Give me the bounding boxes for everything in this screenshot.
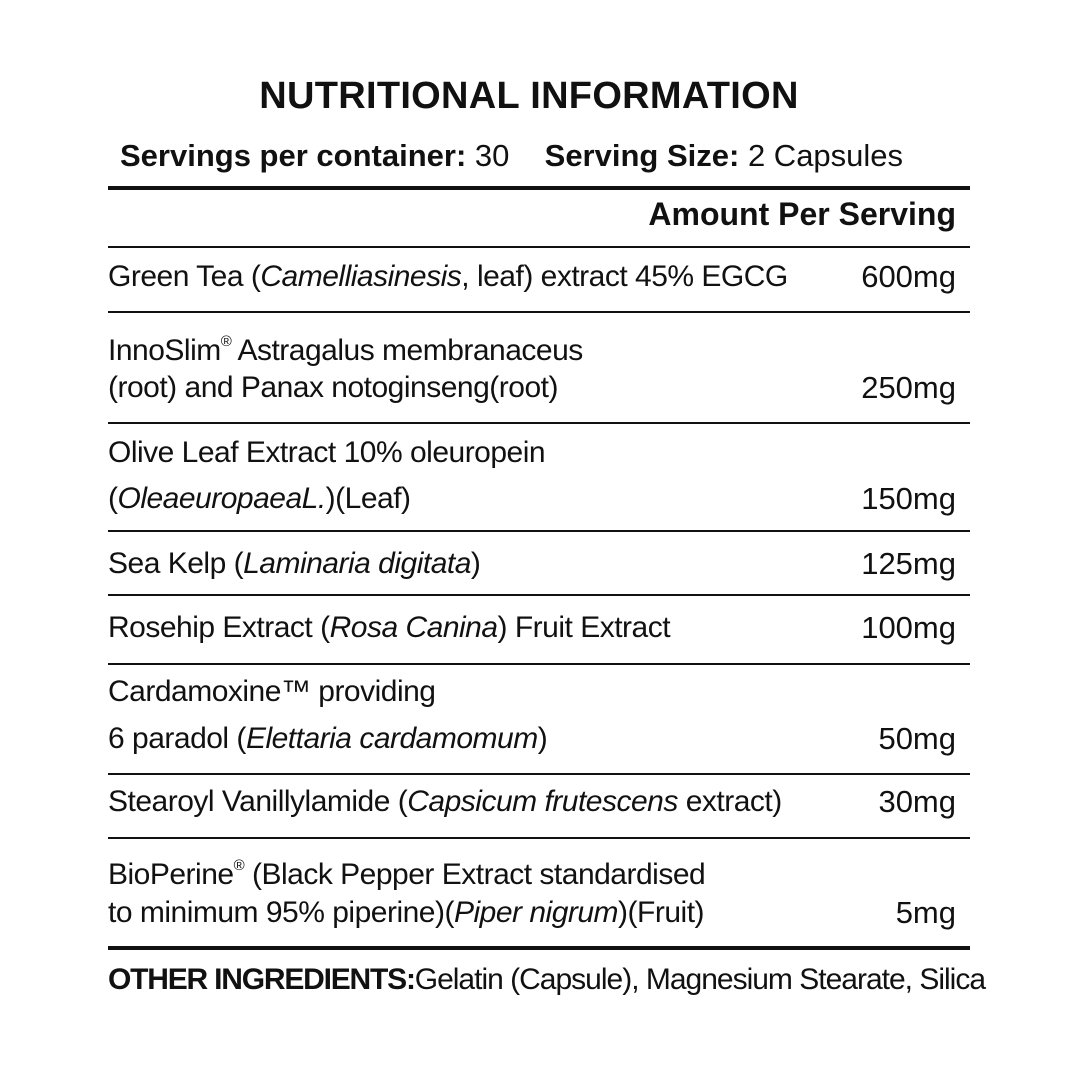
ingredient-name-line1: Cardamoxine™ providing — [108, 675, 436, 708]
divider — [108, 530, 970, 532]
panel-title: NUTRITIONAL INFORMATION — [259, 75, 799, 117]
ingredient-name: Sea Kelp (Laminaria digitata) — [108, 547, 481, 580]
ingredient-name-line2: (root) and Panax notoginseng(root) — [108, 371, 558, 404]
ingredient-row — [108, 430, 970, 532]
ingredient-row — [108, 843, 970, 947]
divider — [108, 773, 970, 775]
servings-line — [120, 137, 903, 175]
ingredient-name-line2: 6 paradol (Elettaria cardamomum) — [108, 722, 548, 755]
other-ingredients-value: Gelatin (Capsule), Magnesium Stearate, Silica — [414, 963, 986, 996]
ingredient-row — [108, 541, 970, 595]
servings-per-container-label: Servings per container: — [120, 138, 467, 173]
divider — [108, 594, 970, 596]
amount-per-serving-header: Amount Per Serving — [648, 196, 956, 232]
ingredient-name-line1: BioPerine® (Black Pepper Extract standardised — [108, 857, 706, 891]
servings-per-container-value: 30 — [474, 138, 510, 173]
ingredient-name: Green Tea (Camelliasinesis, leaf) extract 45% EGCG — [108, 260, 788, 293]
ingredient-amount: 30mg — [878, 784, 956, 819]
ingredient-amount: 250mg — [861, 370, 956, 405]
divider — [108, 311, 970, 313]
divider — [108, 246, 970, 248]
ingredient-name-line1: InnoSlim® Astragalus membranaceus — [108, 333, 583, 367]
ingredient-name: Stearoyl Vanillylamide (Capsicum frutescens extract) — [108, 785, 782, 818]
top-rule — [108, 186, 970, 190]
other-ingredients-label: OTHER INGREDIENTS: — [108, 963, 415, 996]
ingredient-row — [108, 779, 970, 837]
ingredient-name-line2: (OleaeuropaeaL.)(Leaf) — [108, 482, 411, 515]
divider — [108, 663, 970, 665]
bottom-rule — [108, 946, 970, 950]
other-ingredients — [108, 960, 985, 1000]
ingredient-row — [108, 605, 970, 663]
ingredient-name: Rosehip Extract (Rosa Canina) Fruit Extract — [108, 611, 671, 644]
divider — [108, 837, 970, 839]
ingredient-amount: 100mg — [861, 610, 956, 645]
ingredient-amount: 5mg — [895, 895, 956, 930]
ingredient-amount: 150mg — [861, 481, 956, 516]
ingredient-row — [108, 669, 970, 771]
ingredient-name-line1: Olive Leaf Extract 10% oleuropein — [108, 436, 546, 469]
serving-size-value: 2 Capsules — [747, 138, 904, 173]
ingredient-amount: 600mg — [861, 259, 956, 294]
ingredient-row — [108, 254, 970, 312]
serving-size-label: Serving Size: — [544, 138, 740, 173]
divider — [108, 422, 970, 424]
ingredient-name-line2: to minimum 95% piperine)(Piper nigrum)(Fruit) — [108, 896, 705, 929]
ingredient-amount: 125mg — [861, 546, 956, 581]
ingredient-amount: 50mg — [878, 721, 956, 756]
ingredient-row — [108, 319, 970, 423]
